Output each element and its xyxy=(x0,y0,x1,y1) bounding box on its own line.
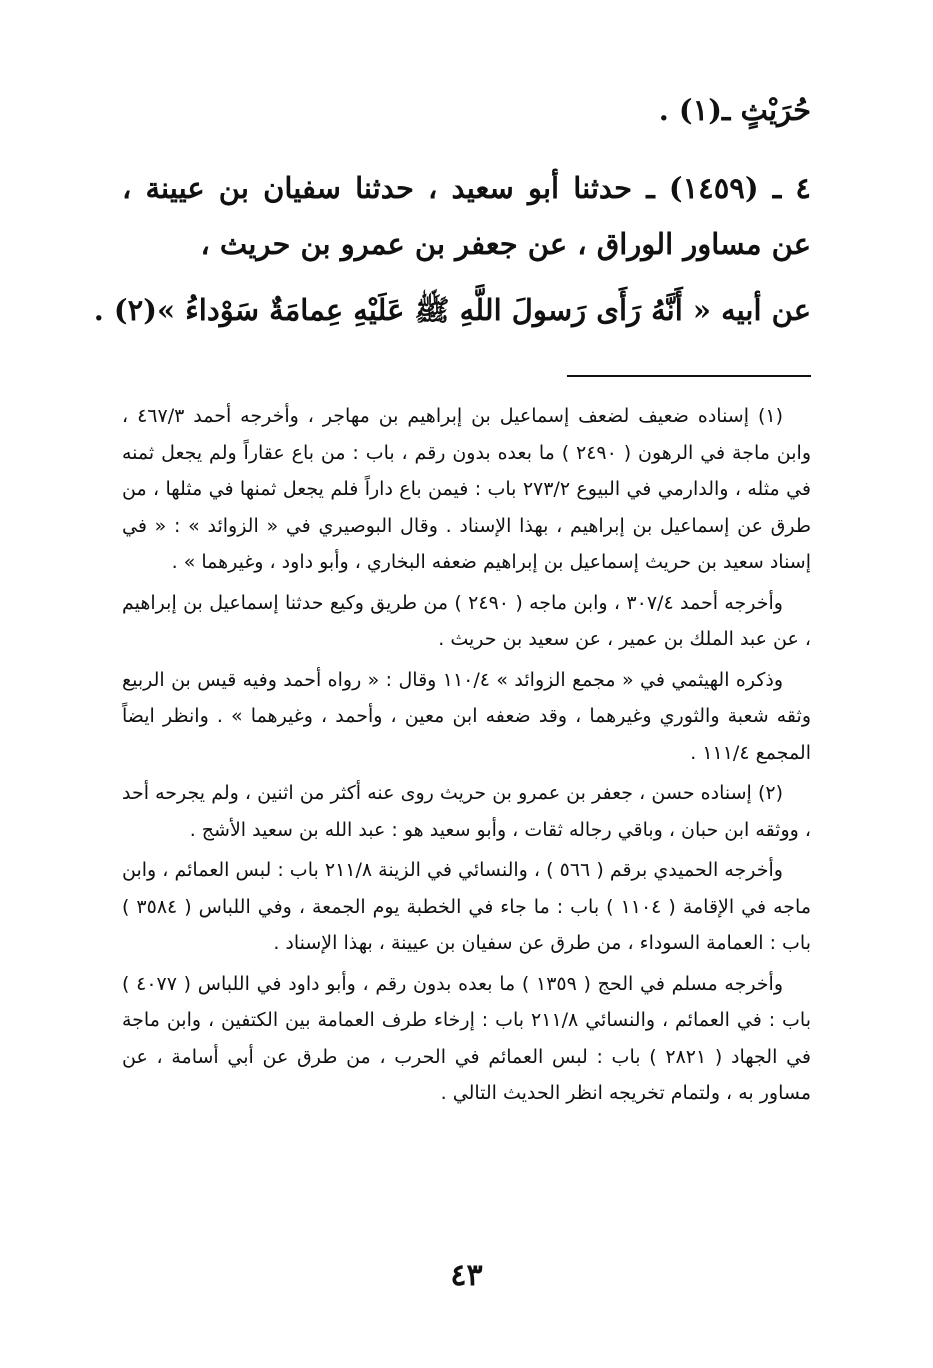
footnotes-section xyxy=(122,398,811,1116)
footnote-2-continued xyxy=(122,966,811,1112)
hadith-line-2: عن مساور الوراق ، عن جعفر بن عمرو بن حريث ، xyxy=(200,227,811,261)
continuation-line: حُرَيْثٍ ـ(١) . xyxy=(658,93,811,127)
footnote-text: (١) إسناده ضعيف لضعف إسماعيل بن إبراهيم بن مهاجر ، وأخرجه أحمد ٤٦٧/٣ ، وابن ماجة في الرهون ( ٢٤٩٠ ) ما بعده بدون رقم ، باب : من باع عقاراً ولم يجعل ثمنه في مثله ، والدارمي في البيوع ٢٧٣/٢ باب : فيمن باع داراً فلم يجعل ثمنها في مثلها ، من طرق عن إسماعيل بن إبراهيم ، بهذا الإسناد . وقال البوصيري في « الزوائد » : « في إسناد سعيد بن حريث إسماعيل بن إبراهيم ضعفه البخاري ، وأبو داود ، وغيرهما » . xyxy=(122,405,811,573)
footnote-1 xyxy=(122,398,811,581)
footnote-text: وأخرجه أحمد ٣٠٧/٤ ، وابن ماجه ( ٢٤٩٠ ) من طريق وكيع حدثنا إسماعيل بن إبراهيم ، عن عبد الملك بن عمير ، عن سعيد بن حريث . xyxy=(122,591,811,650)
page-number: ٤٣ xyxy=(450,1258,483,1293)
footnote-text: (٢) إسناده حسن ، جعفر بن عمرو بن حريث روى عنه أكثر من اثنين ، ولم يجرحه أحد ، ووثقه ابن حبان ، وباقي رجاله ثقات ، وأبو سعيد هو : عبد الله بن سعيد الأشج . xyxy=(122,782,811,841)
footnote-text: وذكره الهيثمي في « مجمع الزوائد » ١١٠/٤ وقال : « رواه أحمد وفيه قيس بن الربيع وثقه شعبة والثوري وغيرهما ، وقد ضعفه ابن معين ، وأحمد ، وغيرهما » . وانظر ايضاً المجمع ١١١/٤ . xyxy=(122,668,811,764)
hadith-line-3: عن أبيه « أَنَّهُ رَأَى رَسولَ اللَّهِ ﷺ عَلَيْهِ عِمامَةٌ سَوْداءُ »(٢) . xyxy=(93,293,811,327)
hadith-line-1: ٤ ـ (١٤٥٩) ـ حدثنا أبو سعيد ، حدثنا سفيان بن عيينة ، xyxy=(122,171,811,205)
footnote-2 xyxy=(122,775,811,848)
footnote-2-continued xyxy=(122,852,811,962)
footnote-text: وأخرجه الحميدي برقم ( ٥٦٦ ) ، والنسائي في الزينة ٢١١/٨ باب : لبس العمائم ، وابن ماجه في الإقامة ( ١١٠٤ ) باب : ما جاء في الخطبة يوم الجمعة ، وفي اللباس ( ٣٥٨٤ ) باب : العمامة السوداء ، من طرق عن سفيان بن عيينة ، بهذا الإسناد . xyxy=(122,859,811,954)
footnote-1-continued xyxy=(122,662,811,772)
footnote-1-continued xyxy=(122,585,811,658)
footnote-separator xyxy=(567,375,811,377)
footnote-text: وأخرجه مسلم في الحج ( ١٣٥٩ ) ما بعده بدون رقم ، وأبو داود في اللباس ( ٤٠٧٧ ) باب : في العمائم ، والنسائي ٢١١/٨ باب : إرخاء طرف العمامة بين الكتفين ، وابن ماجة في الجهاد ( ٢٨٢١ ) باب : لبس العمائم في الحرب ، من طرق عن أبي أسامة ، عن مساور به ، ولتمام تخريجه انظر الحديث التالي . xyxy=(122,972,812,1104)
